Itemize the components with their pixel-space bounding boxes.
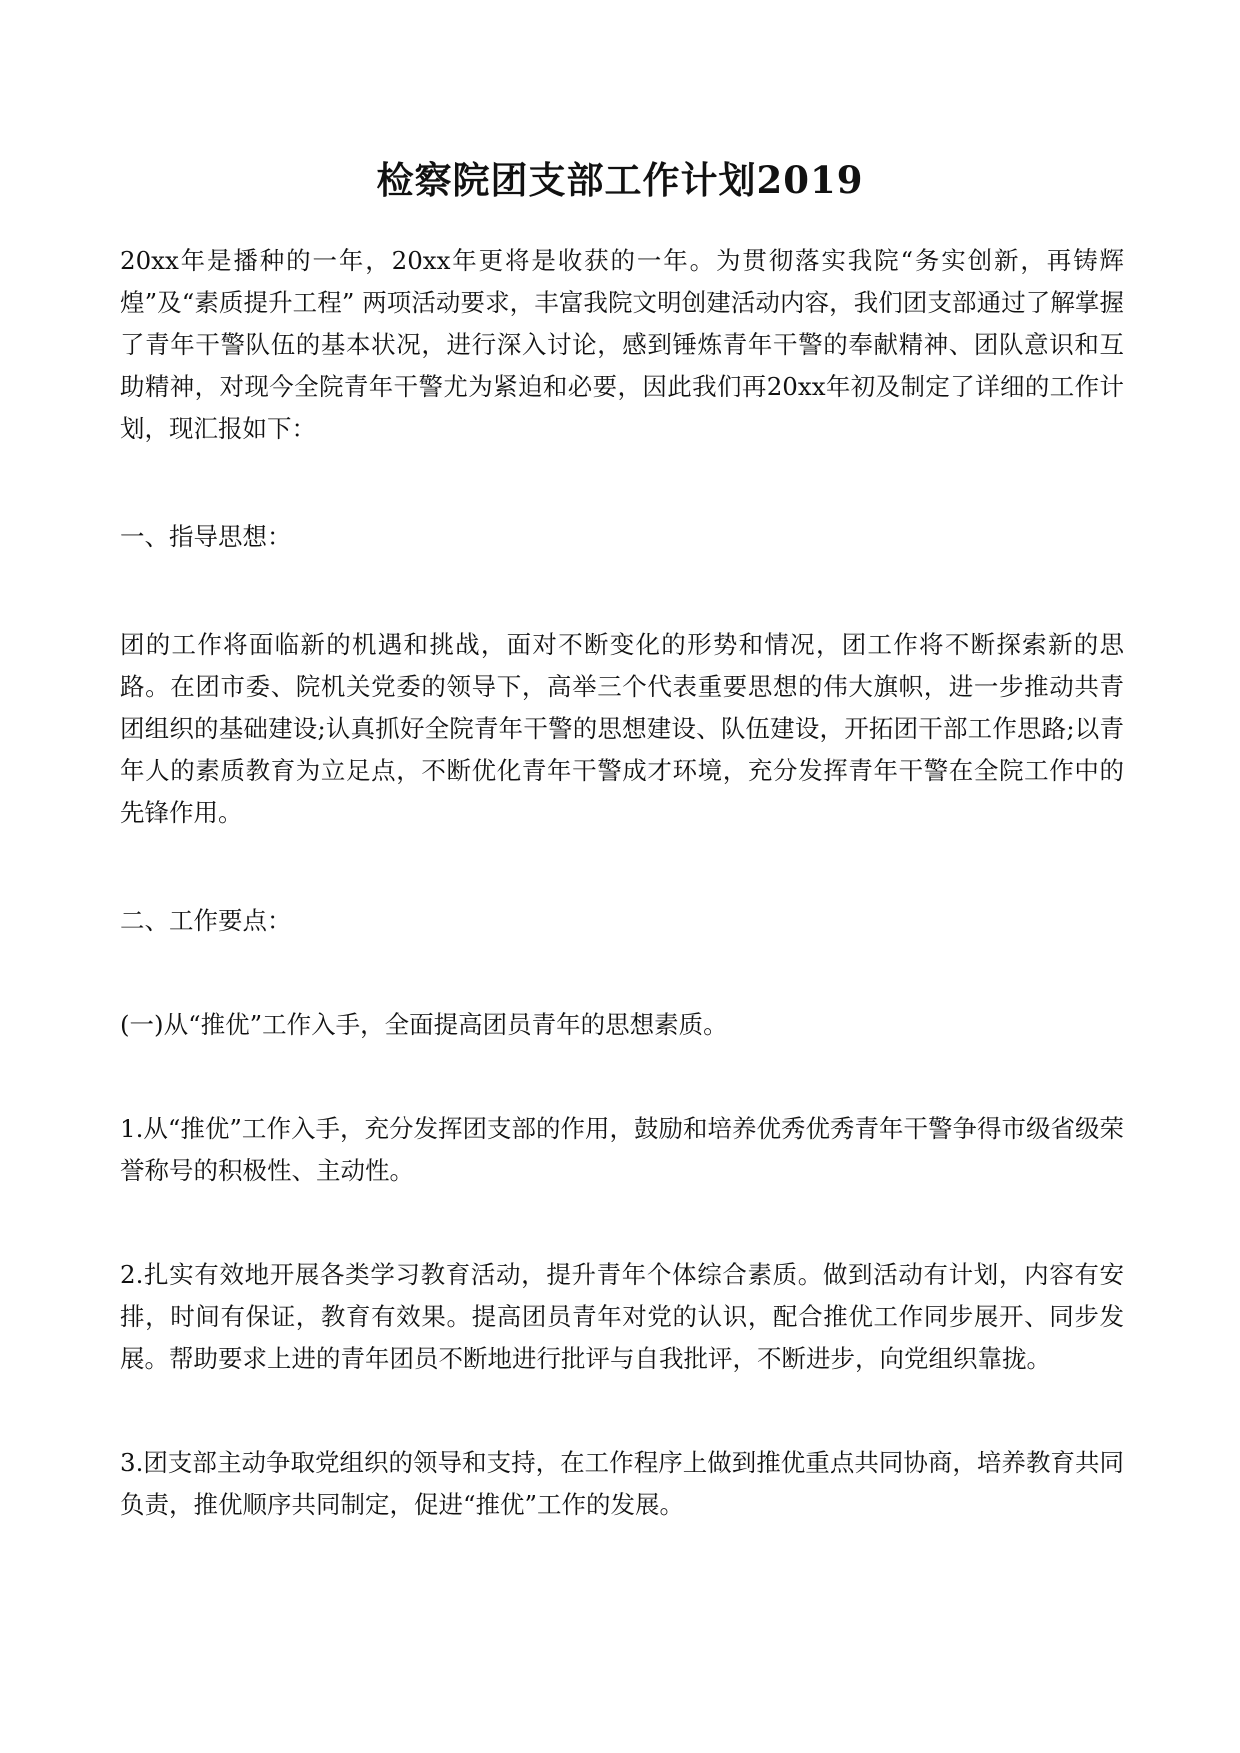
section-heading-work-points: 二、工作要点：	[120, 906, 292, 935]
section-heading-guiding-ideology: 一、指导思想：	[120, 522, 292, 551]
list-item-2: 2.扎实有效地开展各类学习教育活动，提升青年个体综合素质。做到活动有计划，内容有安排，时间有保证，教育有效果。提高团员青年对党的认识，配合推优工作同步展开、同步发展。帮助要求上进的青年团员不断地进行批评与自我批评，不断进步，向党组织靠拢。	[120, 1260, 1124, 1373]
document-title: 检察院团支部工作计划2019	[376, 158, 864, 202]
document-body	[120, 240, 1124, 1526]
list-item-3: 3.团支部主动争取党组织的领导和支持，在工作程序上做到推优重点共同协商，培养教育共同负责，推优顺序共同制定，促进“推优”工作的发展。	[120, 1448, 1124, 1519]
subsection-heading-promotion: (一)从“推优”工作入手，全面提高团员青年的思想素质。	[120, 1010, 728, 1039]
guiding-ideology-paragraph: 团的工作将面临新的机遇和挑战，面对不断变化的形势和情况，团工作将不断探索新的思路。在团市委、院机关党委的领导下，高举三个代表重要思想的伟大旗帜，进一步推动共青团组织的基础建设;认真抓好全院青年干警的思想建设、队伍建设，开拓团干部工作思路;以青年人的素质教育为立足点，不断优化青年干警成才环境，充分发挥青年干警在全院工作中的先锋作用。	[120, 630, 1124, 827]
intro-paragraph: 20xx年是播种的一年，20xx年更将是收获的一年。为贯彻落实我院“务实创新，再铸辉煌”及“素质提升工程” 两项活动要求，丰富我院文明创建活动内容，我们团支部通过了解掌握了青年干警队伍的基本状况，进行深入讨论，感到锤炼青年干警的奉献精神、团队意识和互助精神，对现今全院青年干警尤为紧迫和必要，因此我们再20xx年初及制定了详细的工作计划，现汇报如下：	[120, 246, 1124, 443]
list-item-1: 1.从“推优”工作入手，充分发挥团支部的作用，鼓励和培养优秀优秀青年干警争得市级省级荣誉称号的积极性、主动性。	[120, 1114, 1124, 1185]
